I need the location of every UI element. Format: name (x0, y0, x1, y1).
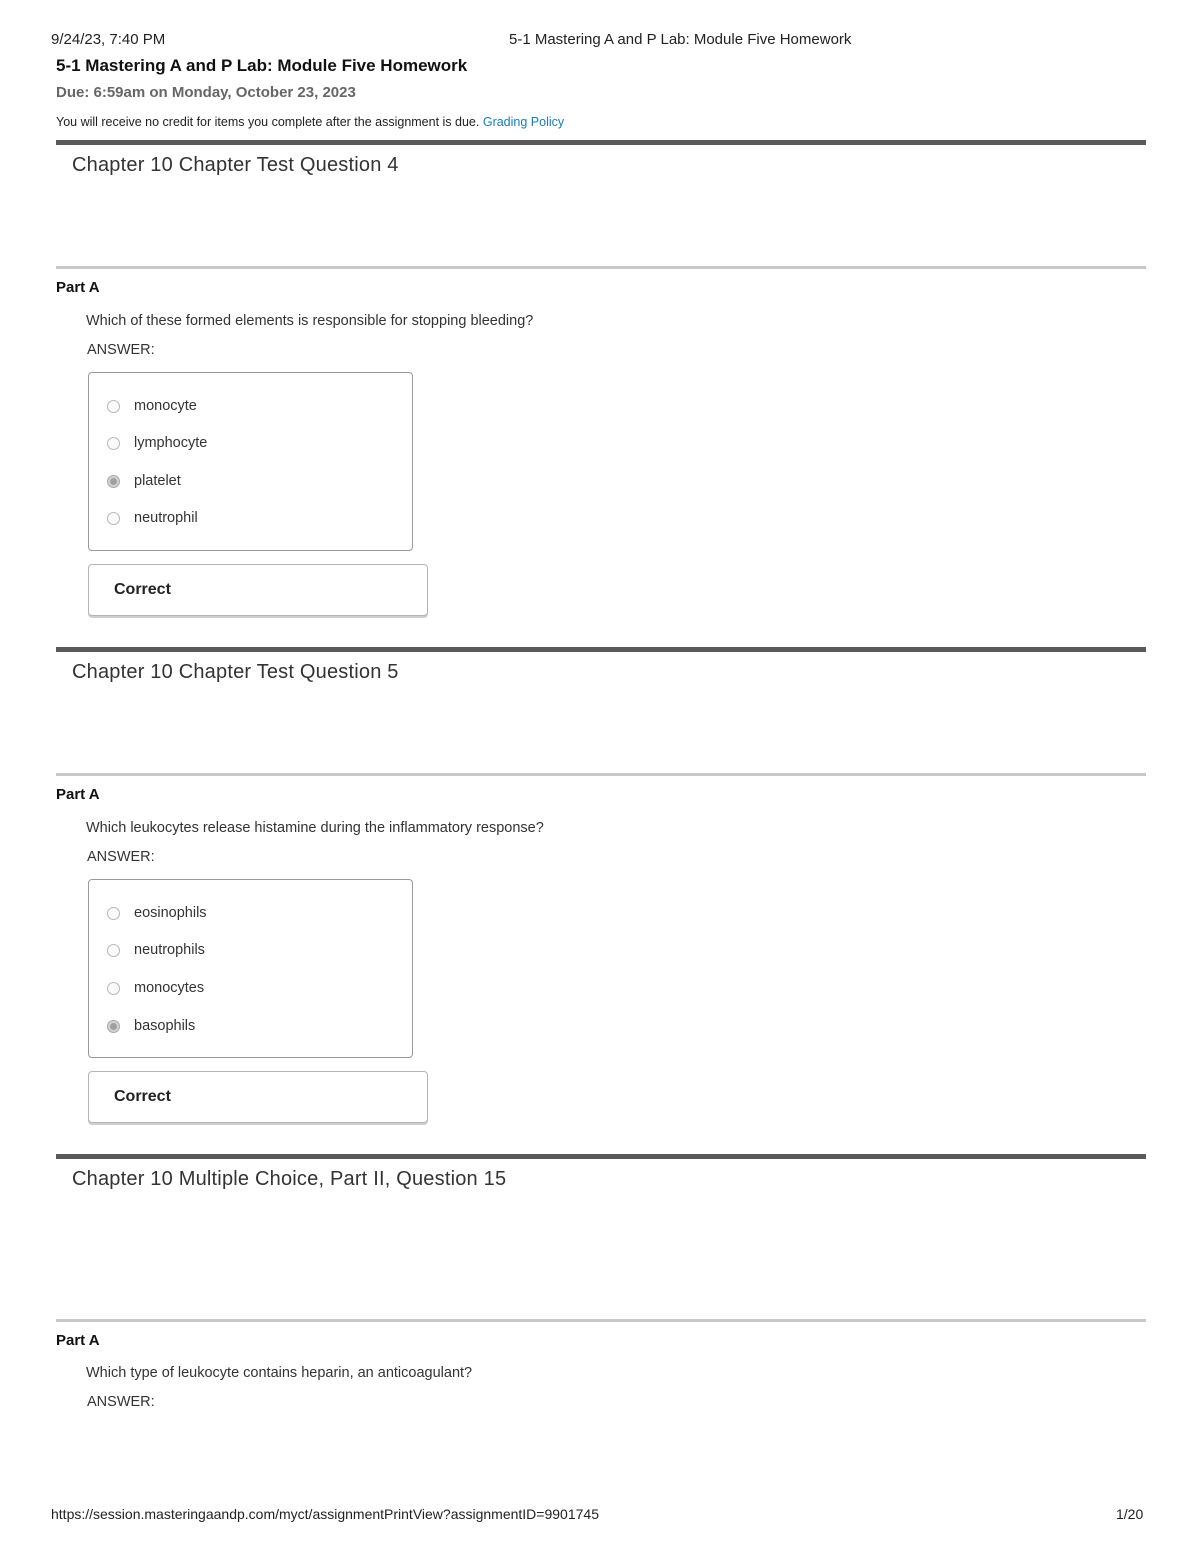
option-label: monocyte (134, 398, 197, 414)
option-lymphocyte[interactable] (107, 435, 207, 451)
answer-options (88, 372, 413, 551)
option-label: monocytes (134, 980, 205, 996)
late-notice (56, 115, 564, 129)
answer-options (88, 879, 413, 1058)
part-label: Part A (56, 786, 100, 803)
part-divider (56, 1319, 1146, 1322)
part-label: Part A (56, 279, 100, 296)
radio-selected-icon[interactable] (107, 1020, 120, 1033)
question-prompt: Which leukocytes release histamine during the inflammatory response? (86, 820, 544, 836)
option-label: lymphocyte (134, 435, 208, 451)
feedback-correct: Correct (88, 564, 428, 616)
option-monocyte[interactable] (107, 398, 197, 414)
radio-selected-icon[interactable] (107, 475, 120, 488)
option-label: basophils (134, 1018, 196, 1034)
part-label: Part A (56, 1332, 100, 1349)
page-number: 1/20 (1116, 1506, 1144, 1522)
option-label: eosinophils (134, 905, 207, 921)
question-divider (56, 140, 1146, 145)
question-divider (56, 1154, 1146, 1159)
answer-label: ANSWER: (87, 342, 155, 358)
answer-label: ANSWER: (87, 849, 155, 865)
option-monocytes[interactable] (107, 980, 204, 996)
radio-unselected-icon[interactable] (107, 512, 120, 525)
radio-unselected-icon[interactable] (107, 907, 120, 920)
part-divider (56, 773, 1146, 776)
question-prompt: Which of these formed elements is responsible for stopping bleeding? (86, 313, 534, 329)
assignment-title: 5-1 Mastering A and P Lab: Module Five Homework (56, 56, 468, 75)
radio-unselected-icon[interactable] (107, 437, 120, 450)
due-date: Due: 6:59am on Monday, October 23, 2023 (56, 84, 356, 101)
option-label: neutrophil (134, 510, 198, 526)
question-title: Chapter 10 Chapter Test Question 5 (72, 661, 399, 683)
print-datetime: 9/24/23, 7:40 PM (51, 31, 166, 48)
option-platelet[interactable] (107, 473, 181, 489)
question-divider (56, 647, 1146, 652)
option-basophils[interactable] (107, 1018, 195, 1034)
late-notice-text: You will receive no credit for items you complete after the assignment is due. (56, 115, 480, 129)
option-label: platelet (134, 473, 181, 489)
grading-policy-link[interactable]: Grading Policy (482, 115, 565, 129)
print-doc-title: 5-1 Mastering A and P Lab: Module Five Homework (509, 31, 852, 48)
option-neutrophil[interactable] (107, 510, 198, 526)
answer-label: ANSWER: (87, 1394, 155, 1410)
radio-unselected-icon[interactable] (107, 400, 120, 413)
question-prompt: Which type of leukocyte contains heparin, an anticoagulant? (86, 1365, 473, 1381)
option-label: neutrophils (134, 942, 205, 958)
radio-unselected-icon[interactable] (107, 982, 120, 995)
part-divider (56, 266, 1146, 269)
print-url: https://session.masteringaandp.com/myct/assignmentPrintView?assignmentID=9901745 (51, 1506, 599, 1522)
option-eosinophils[interactable] (107, 905, 207, 921)
option-neutrophils[interactable] (107, 942, 205, 958)
question-title: Chapter 10 Chapter Test Question 4 (72, 154, 399, 176)
feedback-correct: Correct (88, 1071, 428, 1123)
radio-unselected-icon[interactable] (107, 944, 120, 957)
question-title: Chapter 10 Multiple Choice, Part II, Question 15 (72, 1168, 507, 1190)
